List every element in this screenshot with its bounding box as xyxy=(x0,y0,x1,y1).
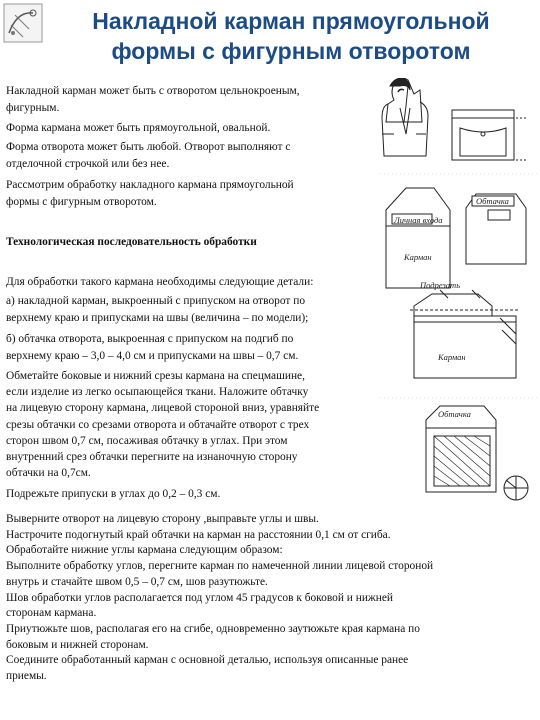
text-line: на лицевую сторону кармана, лицевой стороной вниз, уравняйте xyxy=(6,402,320,415)
text-line: сторонам кармана. xyxy=(6,607,97,620)
label-podrezat: Подрезать xyxy=(420,280,461,290)
intro-paragraph-3 xyxy=(6,139,290,172)
title-line-2: формы с фигурным отворотом xyxy=(111,38,471,64)
text-line: Выполните обработку углов, перегните карман по намеченной линии лицевой стороной xyxy=(6,560,434,573)
pocket-diagrams-svg xyxy=(380,78,540,518)
text-line: Соедините обработанный карман с основной деталью, используя описанные ранее xyxy=(6,654,409,667)
text-line: Обработайте нижние углы кармана следующим образом: xyxy=(6,544,283,557)
text-line: Шов обработки углов располагается под углом 45 градусов к боковой и нижней xyxy=(6,591,394,604)
jacket-figure xyxy=(382,78,428,156)
intro-paragraph-2 xyxy=(6,120,270,137)
label-karman-2: Карман xyxy=(438,352,466,362)
text-line: фигурным. xyxy=(6,101,60,114)
text-line: приемы. xyxy=(6,670,47,683)
text-line: боковым и нижней сторонам. xyxy=(6,638,149,651)
label-obtachka-1: Обтачка xyxy=(476,196,509,206)
label-karman-1: Карман xyxy=(404,252,432,262)
step-4 xyxy=(6,368,319,481)
intro-paragraph-1 xyxy=(6,83,300,116)
text-line: срезы обтачки со срезами отворота и обтачайте отворот с трех xyxy=(6,418,310,431)
text-line: Приутюжьте шов, располагая его на сгибе, одновременно заутюжьте края кармана по xyxy=(6,622,420,635)
text-line: Выверните отворот на лицевую сторону ,выправьте углы и швы. xyxy=(6,513,319,525)
text-line: внутренний срез обтачки перегните на изнаночную сторону xyxy=(6,451,298,464)
label-obtachka-2: Обтачка xyxy=(438,409,471,419)
step-3 xyxy=(6,331,298,364)
text-line: верхнему краю и припусками на швы (величина – по модели); xyxy=(6,311,309,324)
step-1: Для обработки такого кармана необходимы следующие детали: xyxy=(6,276,314,288)
bottom-paragraph xyxy=(6,512,534,685)
text-line: формы с фигурным отворотом. xyxy=(6,195,157,208)
text-line: обтачки на 0,7см. xyxy=(6,467,91,480)
text-line: Форма отворота может быть любой. Отворот выполняют с xyxy=(6,141,291,153)
text-line: б) обтачка отворота, выкроенная с припуском на подгиб по xyxy=(6,333,294,345)
text-line: Рассмотрим обработку накладного кармана прямоугольной xyxy=(6,179,294,191)
text-line: Обметайте боковые и нижний срезы кармана на спецмашине, xyxy=(6,370,305,382)
step-2 xyxy=(6,293,308,326)
text-line: внутрь и стачайте швом 0,5 – 0,7 см, шов разутюжьте. xyxy=(6,575,268,588)
text-line: Настрочите подогнутый край обтачки на карман на расстоянии 0,1 см от сгиба. xyxy=(6,528,391,541)
text-line: верхнему краю – 3,0 – 4,0 см и припусками на швы – 0,7 см. xyxy=(6,349,299,362)
section-title: Технологическая последовательность обработки xyxy=(6,236,257,248)
text-line: если изделие из легко осыпающейся ткани. Наложите обтачку xyxy=(6,386,309,399)
title-line-1: Накладной карман прямоугольной xyxy=(92,8,490,34)
sewing-logo-icon xyxy=(3,3,43,43)
step-5: Подрежьте припуски в углах до 0,2 – 0,3 см. xyxy=(6,488,221,500)
pocket-assembly-diagram xyxy=(410,290,518,378)
text-line: Форма кармана может быть прямоугольной, овальной. xyxy=(6,122,271,134)
intro-paragraph-4 xyxy=(6,177,294,210)
pocket-rect-diagram xyxy=(452,110,528,160)
text-line: отделочной строчкой или без нее. xyxy=(6,157,170,170)
label-lichnaya-vhoda: Личная входа xyxy=(394,215,443,225)
pattern-pocket-left xyxy=(386,188,450,288)
pocket-finished-diagram xyxy=(426,406,528,500)
text-line: сторон швом 0,7 см, посаживая обтачку в углах. При этом xyxy=(6,434,288,447)
text-line: Накладной карман может быть с отворотом цельнокроеным, xyxy=(6,85,300,97)
illustrations xyxy=(380,78,540,518)
page-title xyxy=(44,6,538,66)
text-line: а) накладной карман, выкроенный с припуском на отворот по xyxy=(6,295,306,307)
